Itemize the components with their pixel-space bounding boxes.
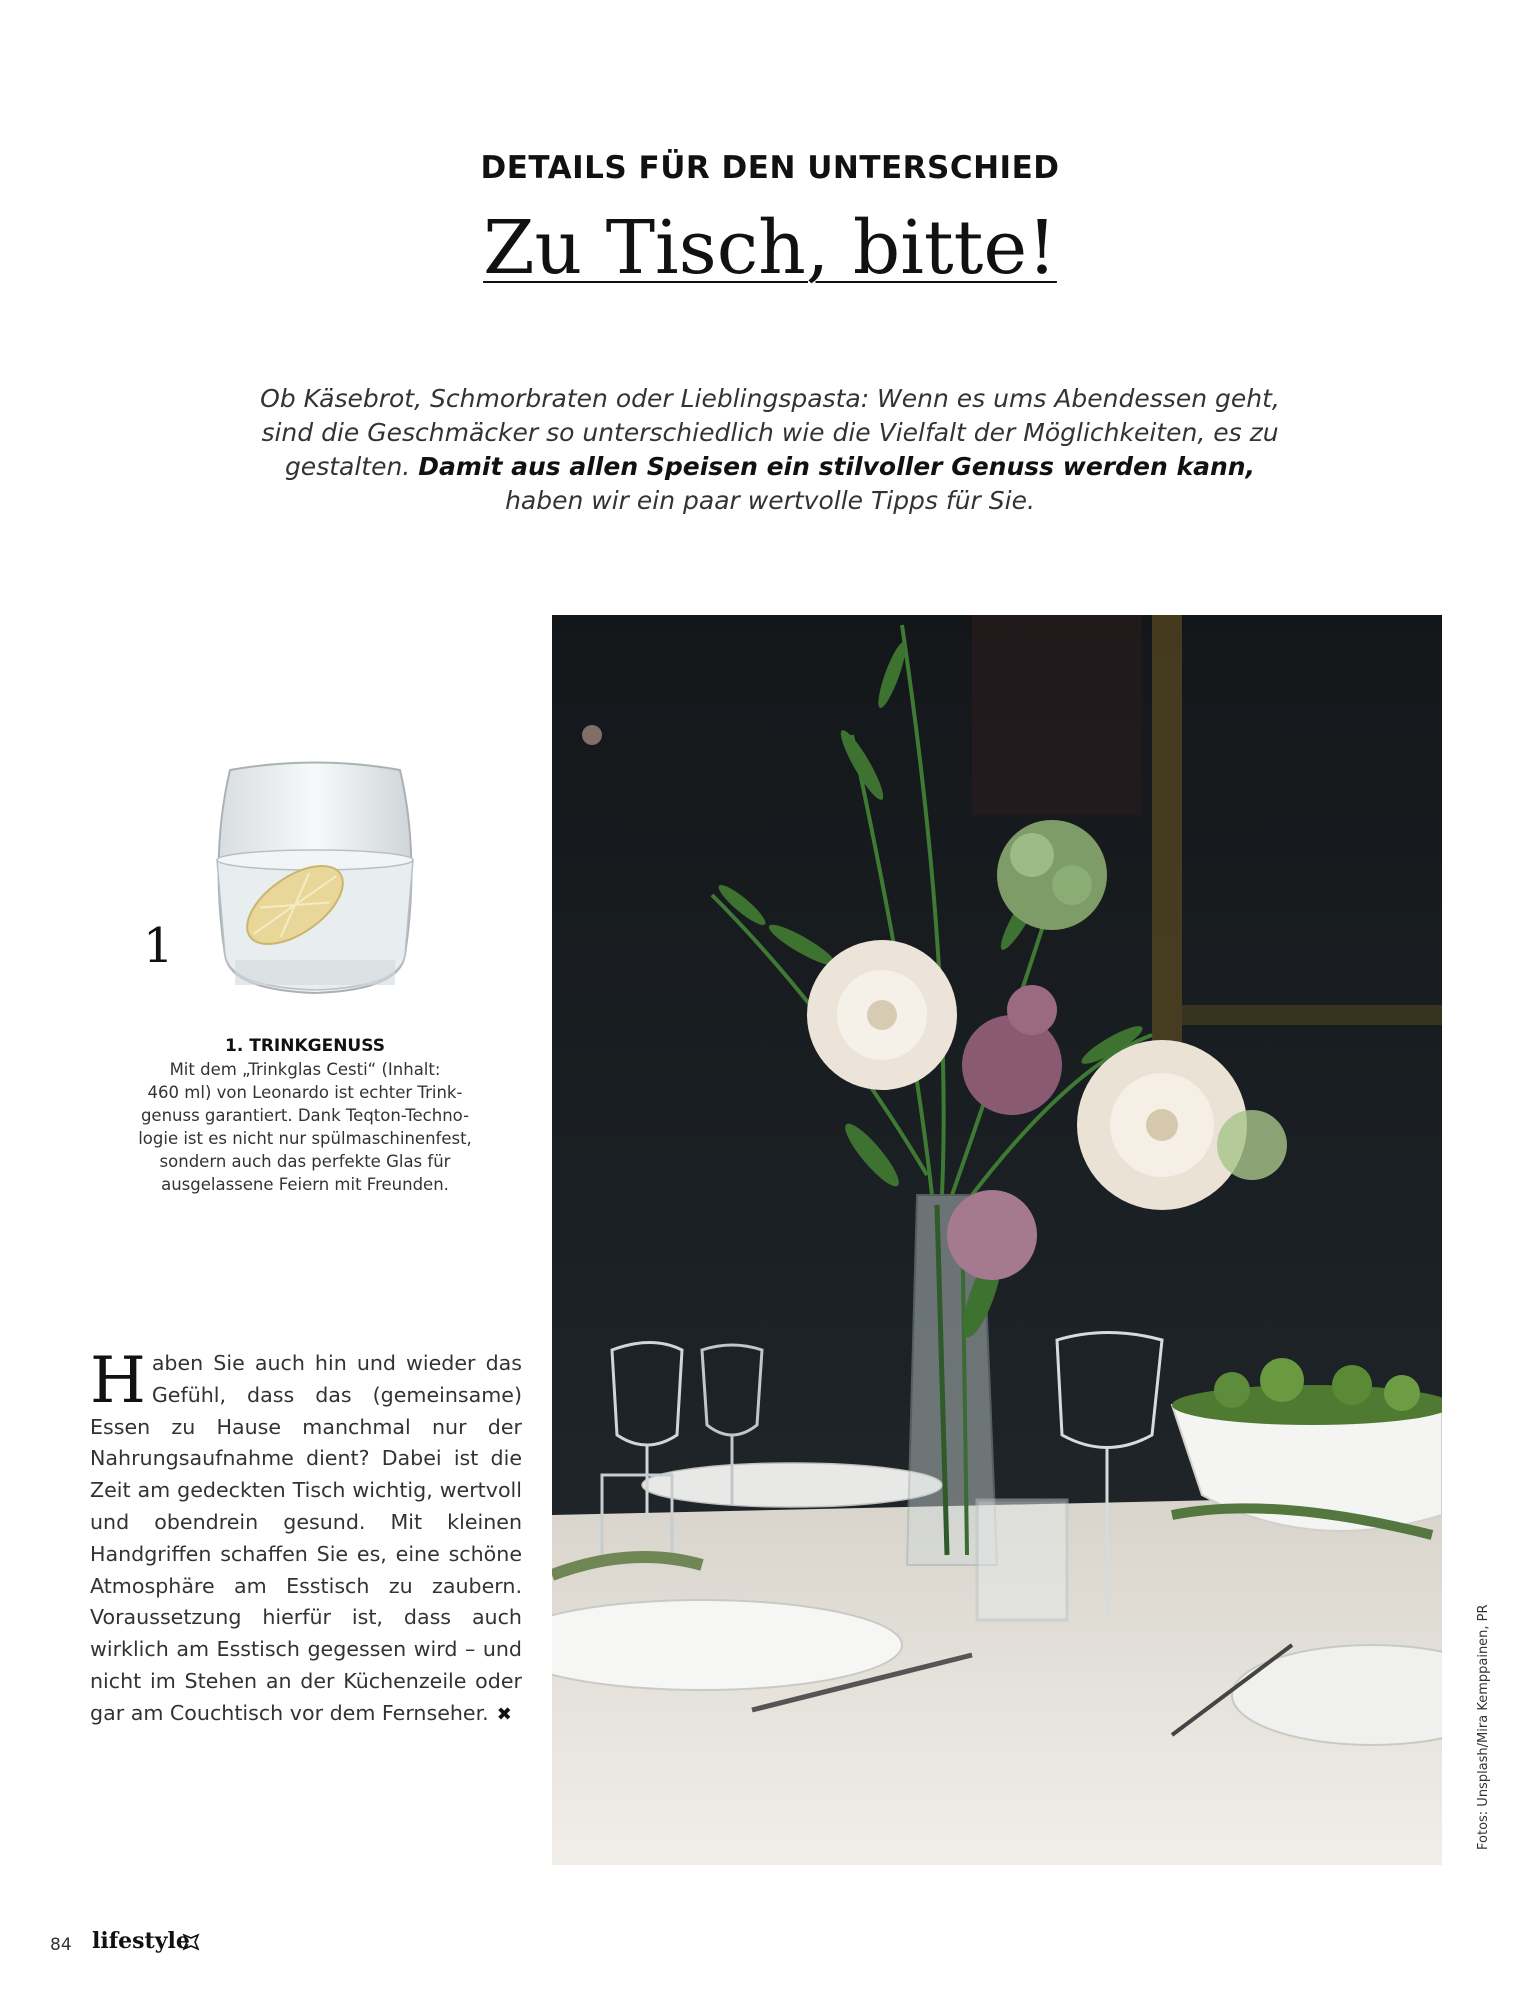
intro-text: Ob Käsebrot, Schmorbraten oder Lieblingspasta: Wenn es ums Abendessen geht, sind die Geschmäcker so unterschiedlich wie die Vielfalt der Möglichkeiten, es zu gestalten.: [260, 384, 1280, 481]
table-setting-photo: [552, 615, 1442, 1865]
section-kicker: DETAILS FÜR DEN UNTERSCHIED: [480, 150, 1060, 186]
page-number: 84: [50, 1935, 72, 1955]
photo-credit: Fotos: Unsplash/Mira Kemppainen, PR: [1476, 1604, 1491, 1850]
product-caption: [110, 1035, 500, 1196]
page-title-text: Zu Tisch, bitte!: [483, 205, 1057, 291]
article-text: aben Sie auch hin und wieder das Gefühl, dass das (gemeinsame) Essen zu Hause manchmal nur der Nahrungsaufnahme dient? Dabei ist die Zeit am gedeckten Tisch wichtig, wertvoll und obendrein gesund. Mit kleinen Handgriffen schaffen Sie es, eine schöne Atmosphäre am Esstisch zu zaubern. Voraussetzung hierfür ist, dass auch wirklich am Esstisch gegessen wird – und nicht im Stehen an der Küchenzeile oder gar am Couchtisch vor dem Fernseher.: [90, 1351, 522, 1725]
intro-end-text: haben wir ein paar wertvolle Tipps für Sie.: [505, 486, 1035, 515]
product-number: 1: [143, 918, 174, 974]
page-title: [0, 205, 1540, 291]
intro-bold-text: Damit aus allen Speisen ein stilvoller Genuss werden kann,: [418, 452, 1256, 481]
caption-line: 460 ml) von Leonardo ist echter Trink-: [147, 1083, 463, 1102]
intro-paragraph: [255, 382, 1285, 518]
end-mark-icon: ✖: [496, 1703, 512, 1725]
caption-line: sondern auch das perfekte Glas für: [159, 1152, 451, 1171]
caption-line: logie ist es nicht nur spülmaschinenfest,: [138, 1129, 472, 1148]
brand-star-icon: [181, 1932, 201, 1952]
caption-line: ausgelassene Feiern mit Freunden.: [161, 1175, 449, 1194]
product-heading: 1. TRINKGENUSS: [225, 1036, 385, 1056]
caption-line: genuss garantiert. Dank Teqton-Techno-: [140, 1106, 470, 1125]
drinking-glass-image: [205, 755, 425, 1005]
brand-logo: lifestyle: [92, 1928, 190, 1954]
drop-cap: H: [90, 1344, 146, 1418]
article-body: [90, 1344, 522, 1731]
caption-line: Mit dem „Trinkglas Cesti“ (Inhalt:: [169, 1060, 441, 1079]
